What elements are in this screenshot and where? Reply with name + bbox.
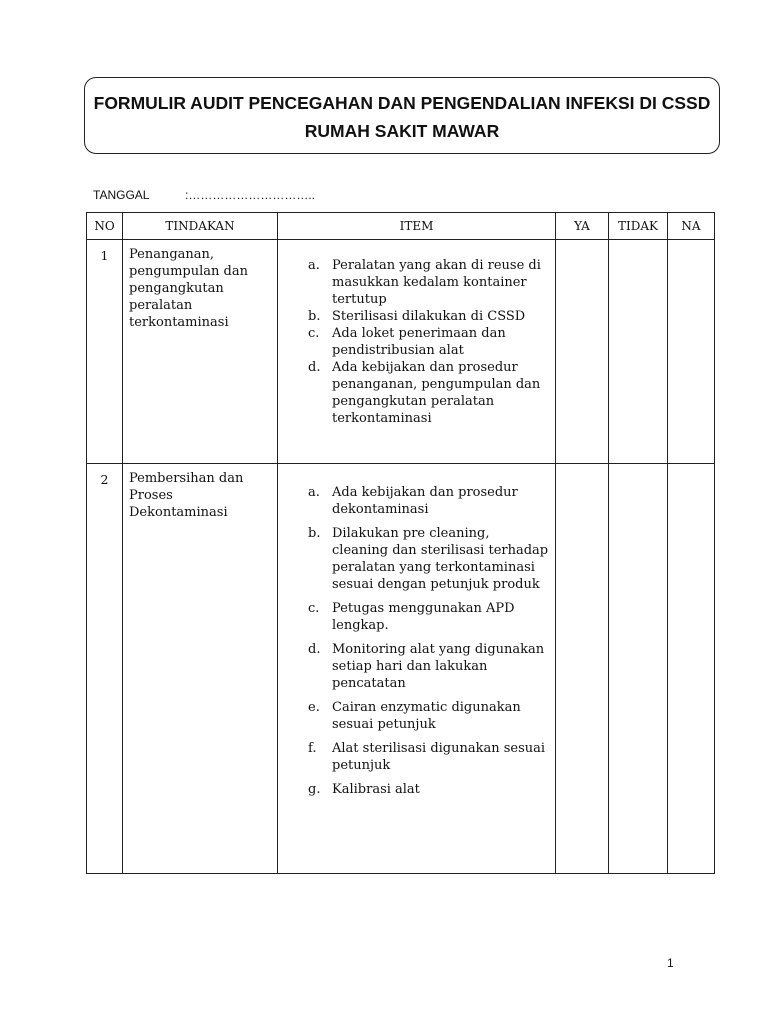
ya-cell[interactable] [556, 464, 609, 874]
list-item [308, 600, 549, 634]
item-letter: c. [308, 601, 320, 616]
header-no: NO [87, 213, 123, 240]
item-letter: d. [308, 360, 321, 375]
na-cell[interactable] [668, 240, 715, 464]
form-title-line-1: FORMULIR AUDIT PENCEGAHAN DAN PENGENDALIAN INFEKSI DI CSSD [93, 93, 711, 113]
row-number: 1 [87, 240, 123, 464]
table-header-row [87, 213, 715, 240]
item-text: Sterilisasi dilakukan di CSSD [332, 309, 526, 324]
item-text: Ada kebijakan dan prosedur penanganan, pengumpulan dan pengangkutan peralatan terkontaminasi [332, 360, 541, 426]
table-row [87, 240, 715, 464]
item-text: Dilakukan pre cleaning, cleaning dan sterilisasi terhadap peralatan yang terkontaminasi sesuai dengan petunjuk produk [332, 526, 549, 592]
list-item [308, 525, 549, 593]
item-text: Petugas menggunakan APD lengkap. [332, 601, 515, 633]
item-letter: a. [308, 485, 320, 500]
tidak-cell[interactable] [609, 464, 668, 874]
item-letter: f. [308, 741, 317, 756]
item-letter: b. [308, 309, 321, 324]
list-item [308, 484, 549, 518]
list-item [308, 325, 549, 359]
item-text: Ada kebijakan dan prosedur dekontaminasi [332, 485, 518, 517]
item-text: Peralatan yang akan di reuse di masukkan kedalam kontainer tertutup [332, 258, 541, 307]
page-number: 1 [667, 956, 674, 970]
list-item [308, 740, 549, 774]
header-na: NA [668, 213, 715, 240]
header-tidak: TIDAK [609, 213, 668, 240]
na-cell[interactable] [668, 464, 715, 874]
item-text: Alat sterilisasi digunakan sesuai petunjuk [332, 741, 546, 773]
row-tindakan: Penanganan, pengumpulan dan pengangkutan peralatan terkontaminasi [123, 240, 278, 464]
item-letter: e. [308, 700, 320, 715]
header-item: ITEM [278, 213, 556, 240]
header-ya: YA [556, 213, 609, 240]
list-item [308, 257, 549, 308]
list-item [308, 781, 549, 798]
form-title-box [84, 77, 720, 154]
list-item [308, 641, 549, 692]
item-text: Cairan enzymatic digunakan sesuai petunjuk [332, 700, 521, 732]
item-letter: c. [308, 326, 320, 341]
form-title-line-2: RUMAH SAKIT MAWAR [304, 121, 500, 141]
tidak-cell[interactable] [609, 240, 668, 464]
table-row [87, 464, 715, 874]
audit-table [86, 212, 715, 874]
item-letter: b. [308, 526, 321, 541]
item-text: Ada loket penerimaan dan pendistribusian alat [332, 326, 506, 358]
row-number: 2 [87, 464, 123, 874]
item-text: Monitoring alat yang digunakan setiap hari dan lakukan pencatatan [332, 642, 545, 691]
header-tindakan: TINDAKAN [123, 213, 278, 240]
item-list [308, 484, 549, 798]
list-item [308, 699, 549, 733]
item-list [308, 257, 549, 427]
date-label: TANGGAL [93, 188, 150, 202]
list-item [308, 308, 549, 325]
list-item [308, 359, 549, 427]
date-field[interactable]: :………………………….. [185, 188, 316, 202]
item-letter: a. [308, 258, 320, 273]
ya-cell[interactable] [556, 240, 609, 464]
row-items [278, 464, 556, 874]
row-items [278, 240, 556, 464]
date-row [93, 188, 315, 202]
row-tindakan: Pembersihan dan Proses Dekontaminasi [123, 464, 278, 874]
item-letter: d. [308, 642, 321, 657]
item-text: Kalibrasi alat [332, 782, 420, 797]
item-letter: g. [308, 782, 321, 797]
